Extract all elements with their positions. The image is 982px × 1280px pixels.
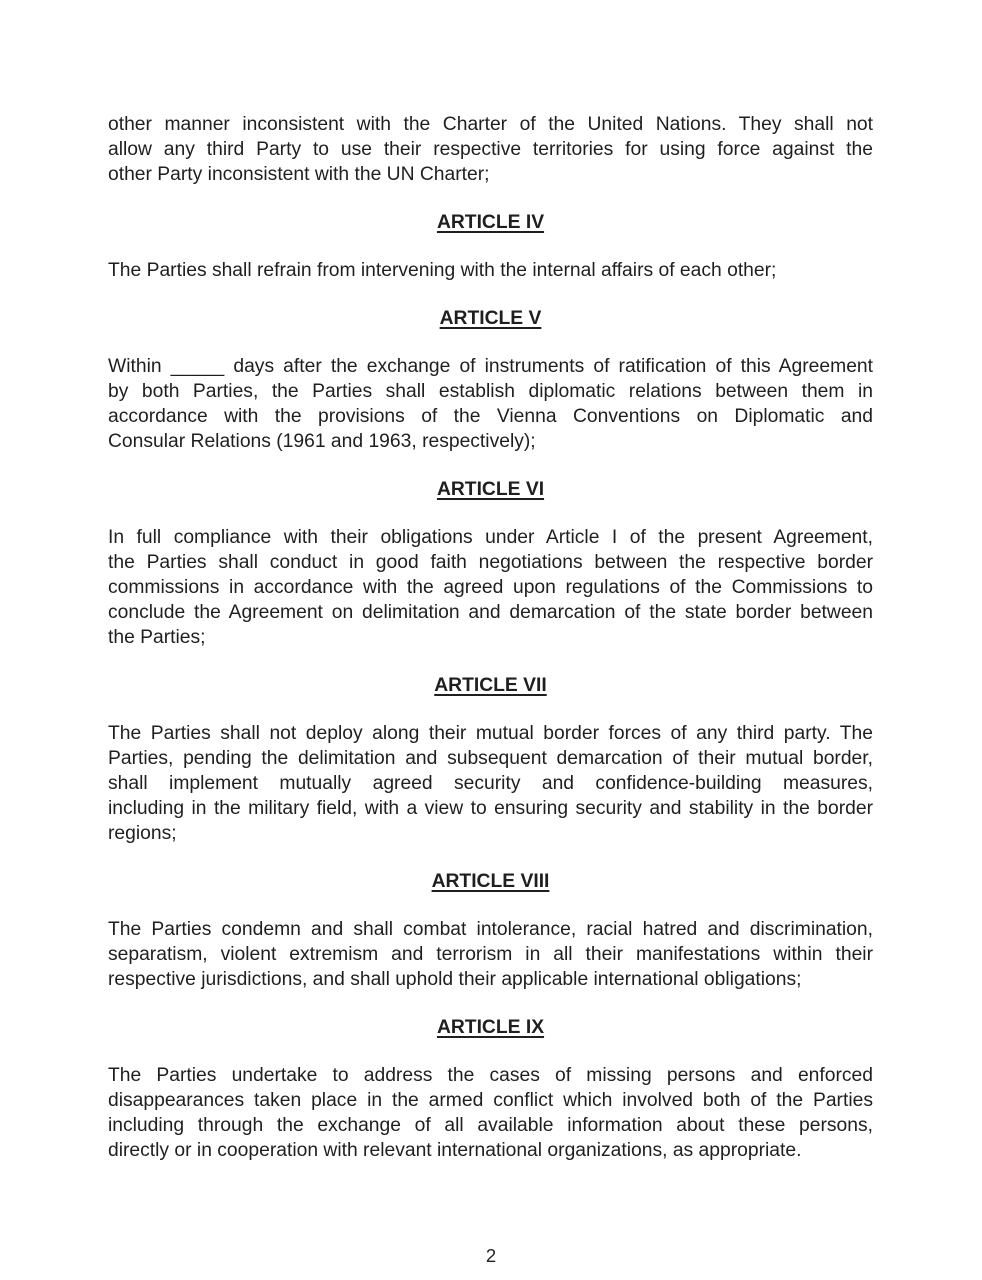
heading-article-ix: ARTICLE IX <box>436 1017 545 1038</box>
text-line: allow any third Party to use their respective territories for using force against the <box>108 139 873 160</box>
paragraph-article-viii-body <box>108 917 873 992</box>
text-line: accordance with the provisions of the Vienna Conventions on Diplomatic and <box>108 406 873 427</box>
text-line: The Parties shall refrain from intervening with the internal affairs of each other; <box>108 260 777 281</box>
text-line: respective jurisdictions, and shall uphold their applicable international obligations; <box>108 969 802 990</box>
text-line: commissions in accordance with the agreed upon regulations of the Commissions to <box>108 577 873 598</box>
heading-article-iv: ARTICLE IV <box>436 212 545 233</box>
paragraph-un-charter-continuation <box>108 112 873 187</box>
paragraph-article-iv-body <box>108 258 873 283</box>
text-line: other manner inconsistent with the Charter of the United Nations. They shall not <box>108 114 873 135</box>
text-line: conclude the Agreement on delimitation and demarcation of the state border between <box>108 602 873 623</box>
text-line: regions; <box>108 823 177 844</box>
text-line: other Party inconsistent with the UN Charter; <box>108 164 490 185</box>
text-line: by both Parties, the Parties shall establish diplomatic relations between them in <box>108 381 873 402</box>
text-line: the Parties; <box>108 627 206 648</box>
text-line: Parties, pending the delimitation and subsequent demarcation of their mutual border, <box>108 748 873 769</box>
text-line: shall implement mutually agreed security and confidence-building measures, <box>108 773 873 794</box>
heading-article-vi: ARTICLE VI <box>436 479 545 500</box>
text-line: The Parties shall not deploy along their mutual border forces of any third party. The <box>108 723 873 744</box>
text-line: separatism, violent extremism and terrorism in all their manifestations within their <box>108 944 873 965</box>
text-line: including through the exchange of all available information about these persons, <box>108 1115 873 1136</box>
heading-article-vii: ARTICLE VII <box>434 675 547 696</box>
text-line: The Parties undertake to address the cases of missing persons and enforced <box>108 1065 873 1086</box>
text-line: Within _____ days after the exchange of instruments of ratification of this Agreement <box>108 356 873 377</box>
paragraph-article-ix-body <box>108 1063 873 1163</box>
paragraph-article-vi-body <box>108 525 873 650</box>
text-line: In full compliance with their obligations under Article I of the present Agreement, <box>108 527 873 548</box>
text-line: Consular Relations (1961 and 1963, respectively); <box>108 431 536 452</box>
document-content <box>108 112 873 1186</box>
text-line: including in the military field, with a view to ensuring security and stability in the border <box>108 798 873 819</box>
text-line: the Parties shall conduct in good faith negotiations between the respective border <box>108 552 873 573</box>
page-number: 2 <box>485 1245 497 1266</box>
heading-article-v: ARTICLE V <box>439 308 542 329</box>
paragraph-article-vii-body <box>108 721 873 846</box>
paragraph-article-v-body <box>108 354 873 454</box>
text-line: disappearances taken place in the armed conflict which involved both of the Parties <box>108 1090 873 1111</box>
heading-article-viii: ARTICLE VIII <box>431 871 550 892</box>
text-line: The Parties condemn and shall combat intolerance, racial hatred and discrimination, <box>108 919 873 940</box>
text-line: directly or in cooperation with relevant international organizations, as appropriate. <box>108 1140 802 1161</box>
